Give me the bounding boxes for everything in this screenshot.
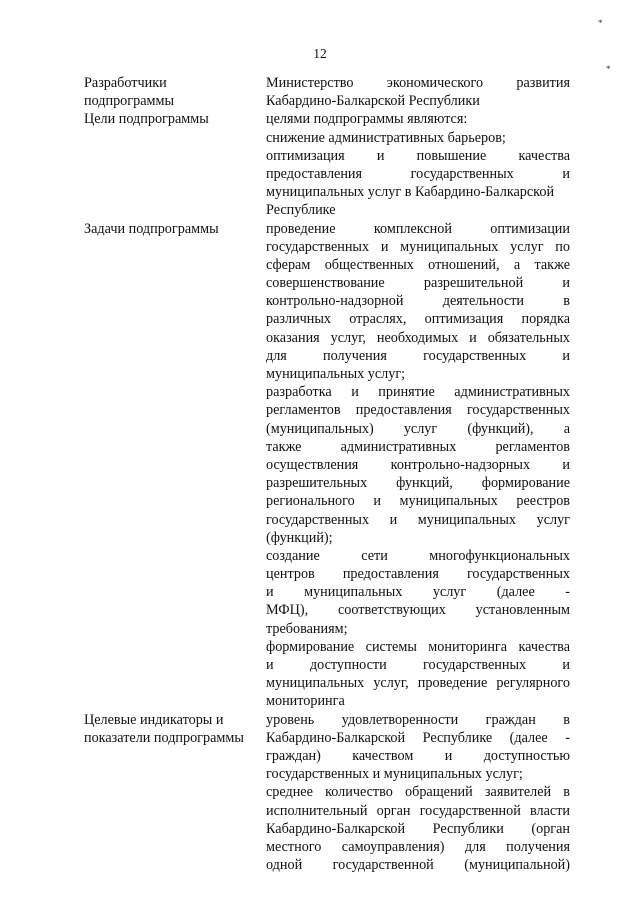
text-line: МФЦ), соответствующих установленным [266,602,570,619]
text-line: уровень удовлетворенности граждан в [266,711,570,728]
text-line: муниципальных услуг; [266,366,406,382]
text-line: регламентов предоставления государственных [266,402,570,419]
text-line: Кабардино-Балкарской Республике (далее - [266,729,570,746]
text-line: для получения государственных и [266,347,570,364]
text-line: оптимизация и повышение качества [266,147,570,164]
text-line: государственных и муниципальных услуг [266,511,570,528]
text-line: и доступности государственных и [266,657,570,673]
label-line: подпрограммы [84,93,174,110]
label-line: Цели подпрограммы [84,111,209,128]
text-line: муниципальных услуг в Кабардино-Балкарской [266,184,555,201]
text-line: также административных регламентов [266,438,570,455]
text-line: создание сети многофункциональных [266,547,570,564]
text-line: целями подпрограммы являются: [266,111,468,128]
text-line: предоставления государственных и [266,165,570,182]
text-line: (функций); [266,529,333,546]
text-line: проведение комплексной оптимизации [266,220,570,237]
text-line: снижение административных барьеров; [266,129,506,146]
text-line: (муниципальных) услуг (функций), а [266,420,570,437]
text-line: формирование системы мониторинга качества [266,638,570,655]
label-line: Целевые индикаторы и [84,712,224,728]
text-line: различных отраслях, оптимизация порядка [266,311,570,328]
text-line: осуществления контрольно-надзорных и [266,456,570,473]
label-indicators [84,711,264,747]
text-line: разработка и принятие административных [266,384,570,401]
text-line: и муниципальных услуг (далее - [266,584,570,601]
label-tasks [84,220,264,238]
margin-mark-right: * [606,64,611,74]
text-line: исполнительный орган государственной власти [266,802,570,819]
text-line: одной государственной (муниципальной) [266,857,570,874]
text-line: Кабардино-Балкарской Республики (орган [266,820,570,837]
page-number: 12 [313,46,327,61]
text-line: требованиям; [266,620,348,637]
text-line: сферам общественных отношений, а также [266,256,570,273]
text-line: Министерство экономического развития [266,75,570,91]
text-line: совершенствование разрешительной и [266,275,570,292]
text-line: среднее количество обращений заявителей в [266,784,570,801]
text-line: регионального и муниципальных реестров [266,493,570,510]
program-description [266,74,570,874]
text-line: местного самоуправления) для получения [266,838,570,855]
label-goals [84,110,264,128]
text-line: контрольно-надзорной деятельности в [266,293,570,310]
label-line: Задачи подпрограммы [84,220,219,237]
margin-mark-top: * [598,18,603,28]
text-line: мониторинга [266,693,345,710]
text-line: государственных и муниципальных услуг по [266,238,570,255]
text-line: Республике [266,202,336,219]
text-line: центров предоставления государственных [266,566,570,583]
label-line: показатели подпрограммы [84,730,244,747]
text-line: оказания услуг, необходимых и обязательных [266,329,570,346]
label-developers [84,74,264,110]
label-line: Разработчики [84,75,167,91]
text-line: Кабардино-Балкарской Республики [266,93,480,110]
text-line: муниципальных услуг, проведение регулярного [266,675,570,692]
text-line: государственных и муниципальных услуг; [266,766,523,783]
text-line: граждан) качеством и доступностью [266,747,570,764]
text-line: разрешительных функций, формирование [266,475,570,492]
